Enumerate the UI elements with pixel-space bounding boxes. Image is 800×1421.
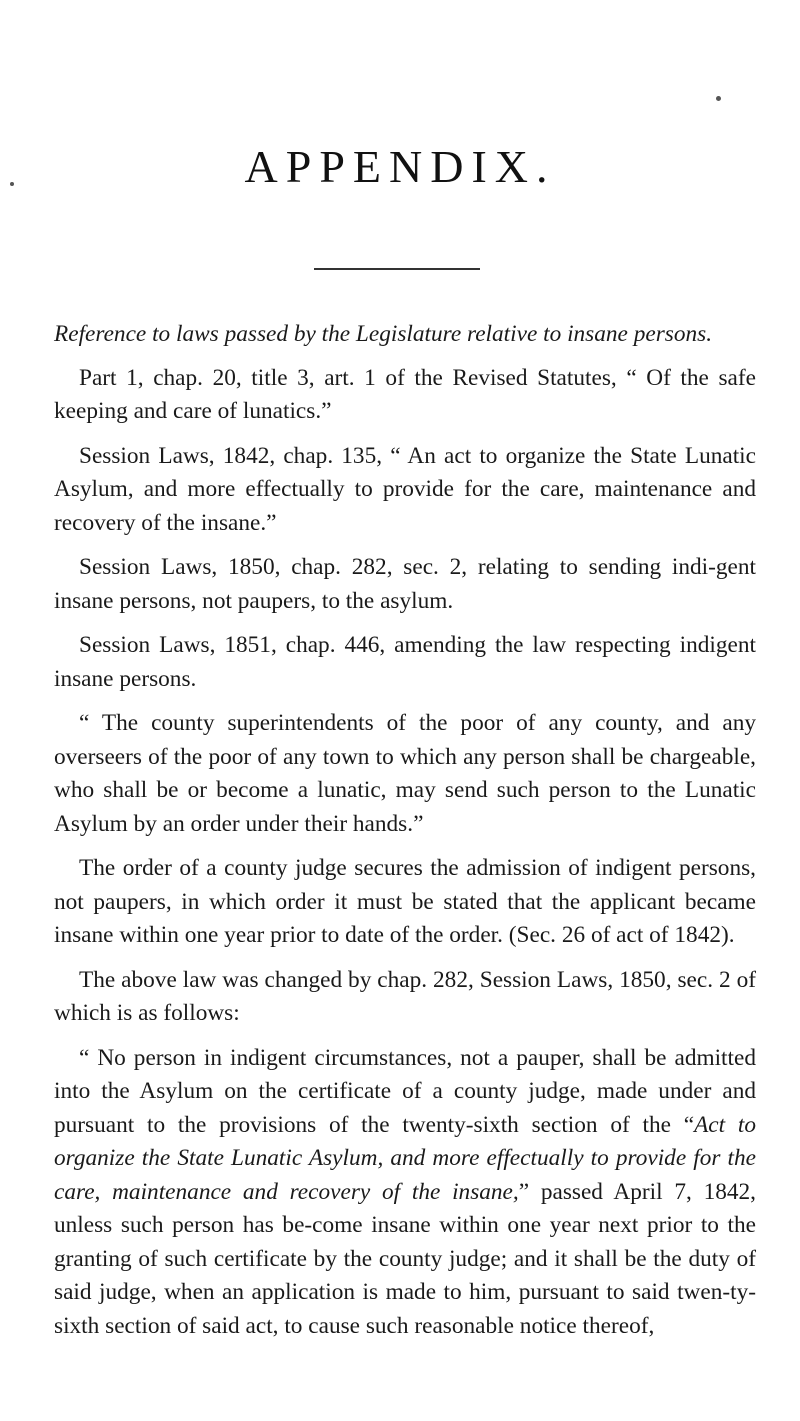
paragraph: Session Laws, 1850, chap. 282, sec. 2, relating to sending indi‐gent insane persons, not paupers, to the asylum.	[54, 554, 756, 614]
paragraph: Session Laws, 1842, chap. 135, “ An act to organize the State Lunatic Asylum, and more effectually to provide for the care, maintenance and recovery of the insane.”	[54, 442, 756, 536]
paragraph: Part 1, chap. 20, title 3, art. 1 of the Revised Statutes, “ Of the safe keeping and care of lunatics.”	[54, 364, 756, 424]
title-divider	[314, 268, 480, 270]
paragraph: “ The county superintendents of the poor of any county, and any overseers of the poor of any town to which any person shall be chargeable, who shall be or become a lunatic, may send such person to the Lunatic Asylum by an order under their hands.”	[54, 710, 756, 837]
page-title: APPENDIX.	[244, 141, 556, 192]
paragraph: Session Laws, 1851, chap. 446, amending the law respecting indigent insane persons.	[54, 632, 756, 692]
quote-text-continued: ” passed April 7, 1842, unless such person has be‐come insane within one year next prior to the granting of such certificate by the county judge; and it shall be the duty of said judge, when an application is made to him, pursuant to said twen‐ty-sixth section of said act, to cause such reasonable notice thereof,	[54, 1178, 756, 1339]
paragraph: The above law was changed by chap. 282, Session Laws, 1850, sec. 2 of which is as follows:	[54, 966, 756, 1026]
quoted-paragraph	[54, 1042, 756, 1344]
section-heading: Reference to laws passed by the Legislature relative to insane persons.	[54, 321, 713, 347]
paragraph: The order of a county judge secures the admission of indigent persons, not paupers, in which order it must be stated that the applicant became insane within one year prior to date of the order. (Sec. 26 of act of 1842).	[54, 855, 756, 948]
ink-speck	[716, 96, 721, 101]
quote-text: “ No person in indigent circumstances, not a pauper, shall be admitted into the Asylum on the certificate of a county judge, made under and pursuant to the provisions of the twenty-sixth section of the “	[54, 1044, 756, 1138]
body-text	[54, 318, 756, 1354]
act-title: Act to organize the State Lunatic Asylum, and more effectually to provide for the care, maintenance and recovery of the insane,	[54, 1111, 756, 1205]
